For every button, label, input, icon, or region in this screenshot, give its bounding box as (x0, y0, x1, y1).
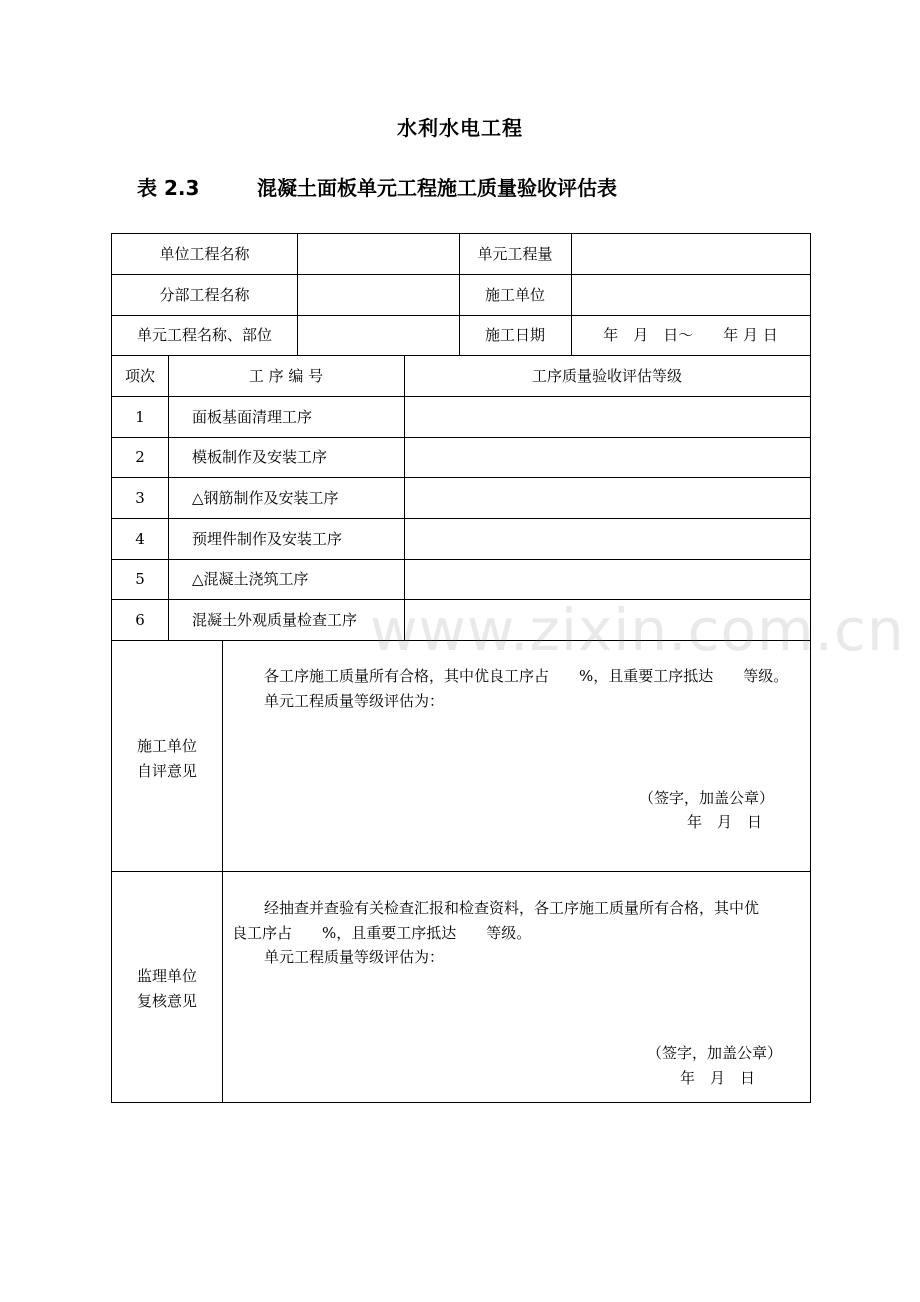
supervisor-eval-text-line3: 单元工程质量等级评估为： (264, 948, 445, 966)
col-divider (222, 640, 223, 1102)
evaluation-table (111, 233, 811, 1103)
row-no: 6 (135, 611, 145, 629)
row-divider (112, 274, 810, 275)
row-no: 3 (135, 489, 145, 507)
row-process-name: △混凝土浇筑工序 (192, 570, 309, 588)
supervisor-eval-text-line1: 经抽查并查验有关检查汇报和检查资料，各工序施工质量所有合格，其中优 (264, 899, 760, 917)
supervisor-eval-label (112, 964, 222, 1014)
supervisor-eval-label-line1: 监理单位 (136, 967, 197, 985)
table-name: 混凝土面板单元工程施工质量验收评估表 (257, 176, 617, 200)
col-divider (168, 355, 169, 640)
self-eval-text-line1: 各工序施工质量所有合格，其中优良工序占 %，且重要工序抵达 等级。 (264, 667, 789, 685)
table-heading (137, 172, 617, 201)
table-number: 表 2.3 (137, 176, 200, 200)
col-divider (297, 234, 298, 355)
header-process-name: 工 序 编 号 (248, 367, 324, 385)
row-divider (112, 640, 810, 641)
row-no: 2 (135, 448, 145, 466)
self-eval-label-line2: 自评意见 (136, 762, 197, 780)
label-sub-project-name: 分部工程名称 (159, 286, 250, 304)
label-element-name-location: 单元工程名称、部位 (136, 326, 272, 344)
self-eval-date: 年 月 日 (687, 813, 763, 831)
header-quality-grade: 工序质量验收评估等级 (531, 367, 682, 385)
label-unit-project-name: 单位工程名称 (159, 245, 250, 263)
self-eval-label (112, 734, 222, 784)
row-divider (112, 518, 810, 519)
row-process-name: 混凝土外观质量检查工序 (192, 611, 358, 629)
col-divider (404, 355, 405, 640)
label-construction-date: 施工日期 (484, 326, 545, 344)
header-item-no: 项次 (124, 367, 155, 385)
row-no: 1 (135, 408, 145, 426)
self-eval-text-line2: 单元工程质量等级评估为： (264, 692, 445, 710)
row-divider (112, 871, 810, 872)
row-no: 5 (135, 570, 145, 588)
self-eval-label-line1: 施工单位 (136, 737, 197, 755)
construction-date-range: 年 月 日～ 年 月 日 (603, 326, 778, 344)
row-divider (112, 477, 810, 478)
row-no: 4 (135, 530, 145, 548)
label-construction-unit: 施工单位 (484, 286, 545, 304)
row-divider (112, 559, 810, 560)
supervisor-eval-signature: （签字，加盖公章） (647, 1044, 783, 1062)
row-process-name: △钢筋制作及安装工序 (192, 489, 339, 507)
supervisor-eval-label-line2: 复核意见 (136, 992, 197, 1010)
self-eval-signature: （签字，加盖公章） (639, 789, 775, 807)
document-title: 水利水电工程 (397, 116, 523, 140)
row-divider (112, 355, 810, 356)
row-divider (112, 396, 810, 397)
label-unit-element-quantity: 单元工程量 (477, 245, 553, 263)
supervisor-eval-text-line2: 良工序占 %，且重要工序抵达 等级。 (232, 924, 532, 942)
row-divider (112, 315, 810, 316)
row-divider (112, 437, 810, 438)
watermark: www.zixin.com.cn (370, 596, 905, 664)
supervisor-eval-date: 年 月 日 (680, 1069, 756, 1087)
row-process-name: 模板制作及安装工序 (192, 448, 328, 466)
row-process-name: 面板基面清理工序 (192, 408, 313, 426)
row-divider (112, 599, 810, 600)
row-process-name: 预埋件制作及安装工序 (192, 530, 343, 548)
